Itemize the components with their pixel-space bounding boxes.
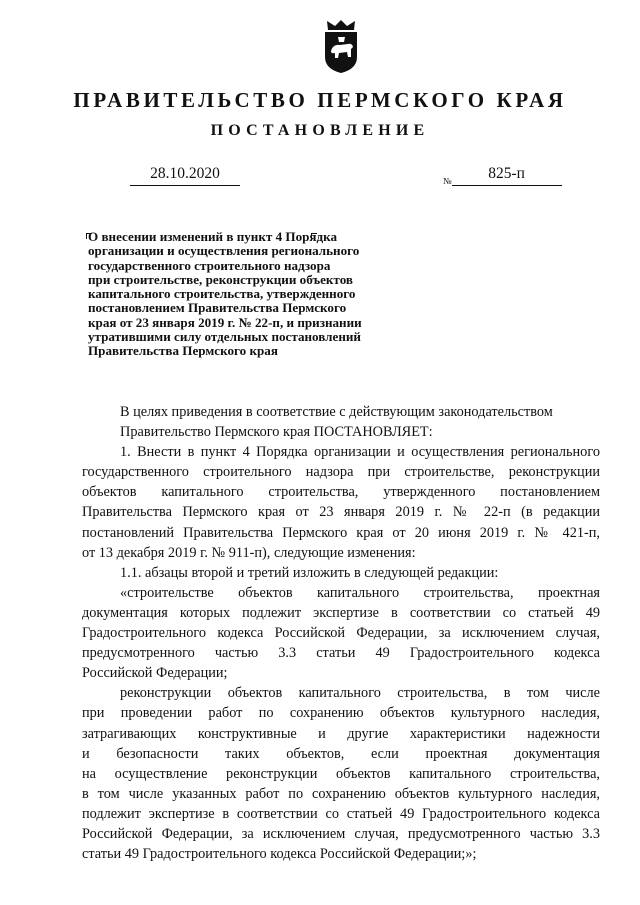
body-line: В целях приведения в соответствие с действующим законодательством [120, 404, 553, 420]
body-line: статьи 49 Градостроительного кодекса Российской Федерации;»; [82, 846, 477, 863]
body-line: государственного строительного надзора при строительстве, реконструкции [82, 464, 600, 481]
body-line: подлежит экспертизе в соответствии со статьей 49 Градостроительного кодекса [82, 805, 600, 822]
coat-of-arms-icon [321, 17, 361, 75]
subject-line: Правительства Пермского края [88, 343, 278, 359]
body-line: и безопасности таких объектов, если проектная документация [82, 745, 600, 762]
document-body [82, 402, 600, 864]
body-line: затрагивающих конструктивные и другие характеристики надежности [82, 725, 600, 742]
subject-line: края от 23 января 2019 г. № 22-п, и признании [88, 314, 362, 330]
subject-line: организации и осуществления регионального [88, 243, 360, 259]
body-line: предусмотренного частью 3.3 статьи 49 Градостроительного кодекса [82, 645, 600, 662]
body-line: Правительство Пермского края ПОСТАНОВЛЯЕТ: [120, 424, 433, 441]
body-line: от 13 декабря 2019 г. № 911-п), следующие изменения: [82, 544, 416, 561]
subject-line: при строительстве, реконструкции объектов [88, 271, 353, 287]
body-line: объектов капитального строительства, утвержденного постановлением [82, 484, 600, 501]
body-line: 1.1. абзацы второй и третий изложить в следующей редакции: [120, 564, 499, 581]
body-line: в том числе указанных работ по сохранению объектов культурного наследия, [82, 785, 600, 802]
body-line: Градостроительного кодекса Российской Федерации, за исключением случая, [82, 625, 600, 642]
body-line: «строительстве объектов капитального строительства, проектная [120, 584, 600, 601]
body-line: документация которых подлежит экспертизе в соответствии со статьей 49 [82, 604, 600, 621]
document-subject [88, 229, 421, 359]
number-label: № [443, 176, 452, 186]
subject-line: утратившими силу отдельных постановлений [88, 329, 361, 345]
document-number [443, 165, 562, 186]
body-line: Правительства Пермского края от 23 января 2019 г. № 22-п (в редакции [82, 504, 600, 521]
body-line: при проведении работ по сохранению объектов культурного наследия, [82, 705, 600, 722]
body-line: 1. Внести в пункт 4 Порядка организации и осуществления регионального [120, 444, 600, 461]
number-value: 825-п [452, 165, 562, 186]
body-line: реконструкции объектов капитального строительства, в том числе [120, 685, 600, 702]
body-line: Российской Федерации; [82, 665, 228, 682]
body-line: постановлений Правительства Пермского края от 20 июня 2019 г. № 421-п, [82, 524, 600, 541]
subject-line: постановлением Правительства Пермского [88, 300, 347, 316]
body-line: на осуществление реконструкции объектов капитального строительства, [82, 765, 600, 782]
document-date: 28.10.2020 [130, 165, 240, 186]
government-title: ПРАВИТЕЛЬСТВО ПЕРМСКОГО КРАЯ [73, 88, 567, 112]
subject-line: О внесении изменений в пункт 4 Порядка [88, 229, 338, 244]
subject-line: капитального строительства, утвержденного [88, 286, 356, 302]
subject-line: государственного строительного надзора [88, 257, 331, 273]
body-line: Российской Федерации, за исключением случая, предусмотренного частью 3.3 [82, 825, 600, 842]
document-type: ПОСТАНОВЛЕНИЕ [210, 122, 430, 139]
